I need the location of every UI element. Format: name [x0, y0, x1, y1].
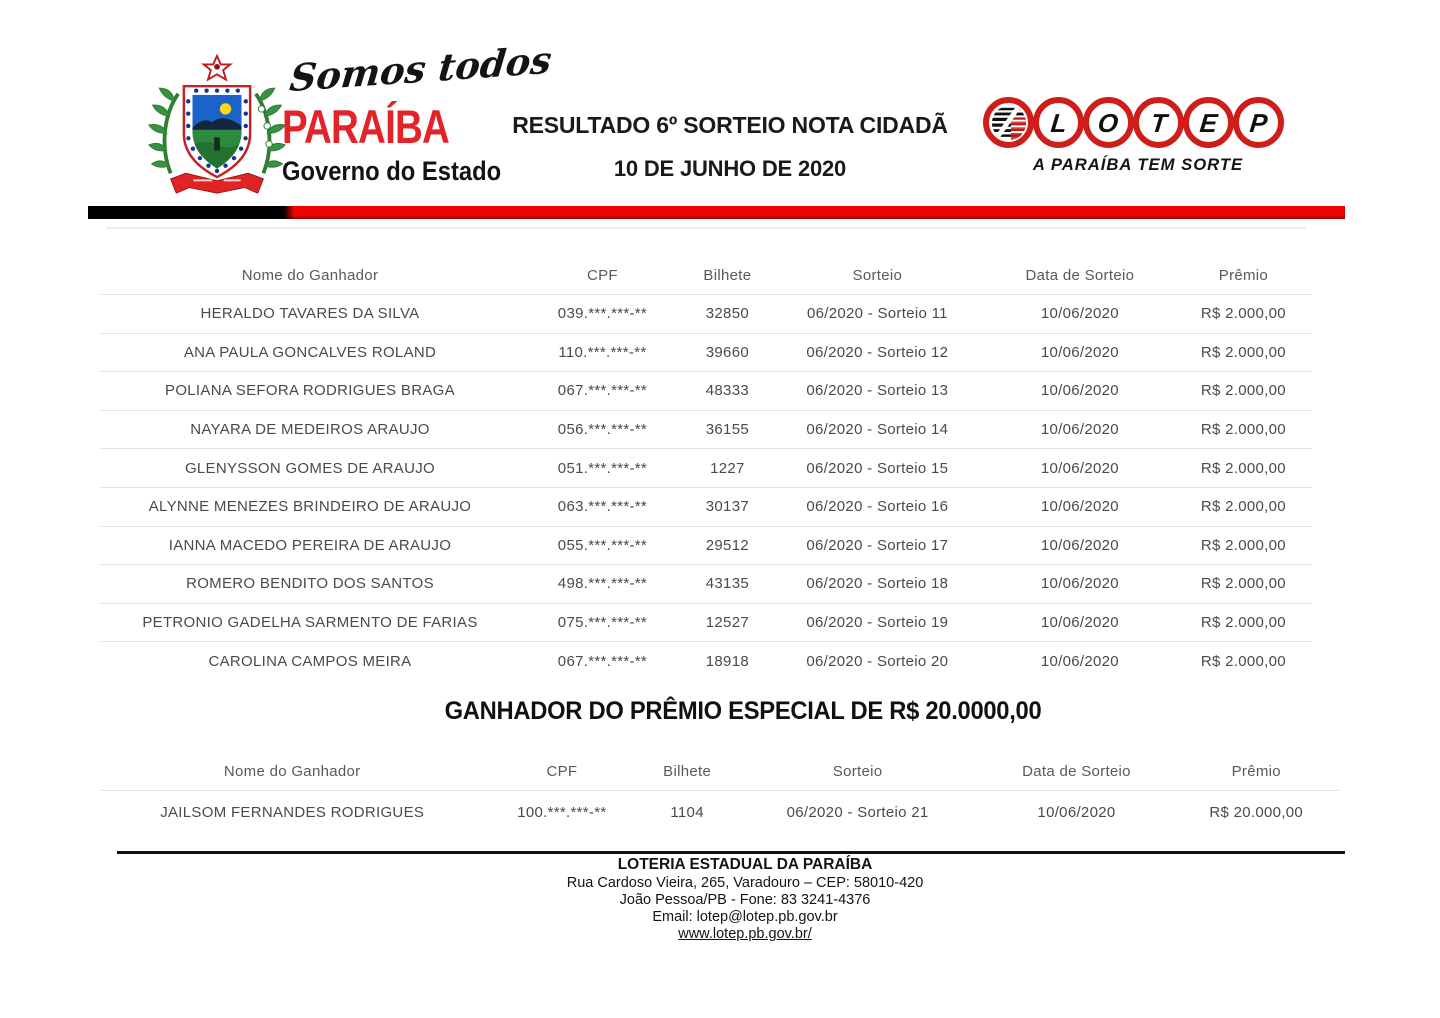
- table-cell: 10/06/2020: [1040, 459, 1119, 477]
- table-cell: 10/06/2020: [1040, 343, 1119, 361]
- table-cell: 06/2020 - Sorteio 19: [806, 614, 949, 632]
- table-row: [100, 448, 1312, 487]
- table-cell: HERALDO TAVARES DA SILVA: [200, 305, 420, 323]
- column-header: Data de Sorteio: [1025, 266, 1135, 284]
- lotep-tagline: A PARAÍBA TEM SORTE: [1032, 155, 1244, 174]
- table-cell: GLENYSSON GOMES DE ARAUJO: [184, 459, 435, 477]
- table-cell: ANA PAULA GONCALVES ROLAND: [183, 343, 437, 361]
- table-row: [100, 603, 1312, 642]
- table-cell: 063.***.***-**: [557, 498, 648, 516]
- table-cell: 43135: [705, 575, 749, 593]
- footer-divider: [117, 851, 1345, 854]
- table-cell: 10/06/2020: [1040, 536, 1119, 554]
- lotep-letter-circle: [1183, 97, 1234, 148]
- special-winner-table: [100, 753, 1340, 833]
- table-cell: 1227: [710, 459, 745, 477]
- table-cell: R$ 2.000,00: [1200, 614, 1286, 632]
- table-cell: 10/06/2020: [1040, 421, 1119, 439]
- table-cell: 06/2020 - Sorteio 20: [806, 652, 949, 670]
- lotep-letter: P: [1248, 107, 1269, 138]
- table-cell: NAYARA DE MEDEIROS ARAUJO: [190, 421, 430, 439]
- table-cell: R$ 2.000,00: [1200, 498, 1286, 516]
- table-cell: 1104: [670, 803, 704, 821]
- table-cell: 100.***.***-**: [517, 803, 607, 821]
- page-title: [420, 112, 1040, 182]
- table-cell: 29512: [705, 536, 749, 554]
- table-cell: 067.***.***-**: [557, 382, 648, 400]
- column-header: Bilhete: [663, 763, 712, 780]
- table-cell: 06/2020 - Sorteio 12: [806, 343, 949, 361]
- divider-subline: [106, 227, 1306, 229]
- lotep-letter-circle: [1083, 97, 1134, 148]
- table-cell: 498.***.***-**: [557, 575, 648, 593]
- column-header: CPF: [586, 266, 618, 284]
- table-cell: ALYNNE MENEZES BRINDEIRO DE ARAUJO: [148, 498, 472, 516]
- table-cell: 06/2020 - Sorteio 13: [806, 382, 949, 400]
- lotep-letter-circle: [1033, 97, 1084, 148]
- table-row: [100, 791, 1340, 833]
- table-header-row: [100, 753, 1340, 791]
- lotep-letter: O: [1096, 107, 1121, 138]
- brand-state-name: PARAÍBA: [282, 100, 449, 153]
- table-cell: ROMERO BENDITO DOS SANTOS: [186, 575, 434, 593]
- table-cell: 06/2020 - Sorteio 14: [806, 421, 949, 439]
- table-row: [100, 410, 1312, 449]
- table-cell: 18918: [705, 652, 749, 670]
- table-cell: 06/2020 - Sorteio 17: [806, 536, 949, 554]
- table-cell: 10/06/2020: [1040, 305, 1119, 323]
- footer-org-name: LOTERIA ESTADUAL DA PARAÍBA: [617, 856, 873, 873]
- table-cell: 06/2020 - Sorteio 16: [806, 498, 949, 516]
- table-cell: 10/06/2020: [1040, 382, 1119, 400]
- table-cell: R$ 2.000,00: [1200, 421, 1286, 439]
- winners-table: [100, 256, 1312, 680]
- column-header: Data de Sorteio: [1022, 763, 1131, 780]
- table-cell: R$ 2.000,00: [1200, 575, 1286, 593]
- table-cell: 10/06/2020: [1040, 575, 1119, 593]
- star-icon: [204, 56, 231, 80]
- table-cell: 10/06/2020: [1040, 498, 1119, 516]
- table-cell: 30137: [705, 498, 749, 516]
- table-cell: 039.***.***-**: [557, 305, 648, 323]
- table-cell: 39660: [705, 343, 749, 361]
- table-cell: 056.***.***-**: [557, 421, 648, 439]
- table-row: [100, 487, 1312, 526]
- table-cell: 055.***.***-**: [557, 536, 648, 554]
- paraiba-coat-of-arms-icon: [146, 54, 288, 196]
- footer-email: Email: lotep@lotep.pb.gov.br: [652, 909, 838, 925]
- column-header: Prêmio: [1231, 763, 1281, 780]
- table-cell: IANNA MACEDO PEREIRA DE ARAUJO: [168, 536, 452, 554]
- lotep-ball-icon: [983, 97, 1034, 148]
- table-cell: 110.***.***-**: [558, 343, 647, 361]
- footer-address: Rua Cardoso Vieira, 265, Varadouro – CEP: 58010-420: [566, 875, 924, 891]
- table-cell: CAROLINA CAMPOS MEIRA: [208, 652, 412, 670]
- lotep-letter-circle: [1233, 97, 1284, 148]
- table-cell: 12527: [705, 614, 749, 632]
- table-cell: 06/2020 - Sorteio 11: [806, 305, 948, 323]
- brand-script-text: Somos todos: [287, 37, 554, 101]
- lotep-letter: E: [1198, 107, 1219, 138]
- table-row: [100, 371, 1312, 410]
- table-cell: R$ 2.000,00: [1200, 382, 1286, 400]
- table-cell: R$ 20.000,00: [1209, 803, 1304, 821]
- table-cell: 051.***.***-**: [557, 459, 648, 477]
- footer-city-phone: João Pessoa/PB - Fone: 83 3241-4376: [619, 892, 871, 908]
- table-row: [100, 526, 1312, 565]
- lotep-logo: [984, 97, 1292, 175]
- table-cell: 06/2020 - Sorteio 18: [806, 575, 949, 593]
- table-cell: 10/06/2020: [1040, 652, 1119, 670]
- lotep-letter: L: [1048, 107, 1069, 138]
- table-cell: 06/2020 - Sorteio 21: [786, 803, 929, 821]
- table-row: [100, 641, 1312, 680]
- table-cell: 067.***.***-**: [557, 652, 648, 670]
- table-cell: 10/06/2020: [1040, 614, 1119, 632]
- table-cell: 48333: [705, 382, 749, 400]
- table-cell: PETRONIO GADELHA SARMENTO DE FARIAS: [142, 614, 478, 632]
- column-header: CPF: [546, 763, 578, 780]
- special-prize-heading: GANHADOR DO PRÊMIO ESPECIAL DE R$ 20.0000,00: [444, 697, 1042, 725]
- table-cell: 06/2020 - Sorteio 15: [806, 459, 949, 477]
- table-cell: JAILSOM FERNANDES RODRIGUES: [160, 803, 425, 821]
- footer: [125, 857, 1365, 942]
- table-cell: 32850: [705, 305, 749, 323]
- table-cell: R$ 2.000,00: [1200, 343, 1286, 361]
- divider-bar: [88, 206, 1345, 219]
- column-header: Sorteio: [852, 266, 903, 284]
- table-cell: R$ 2.000,00: [1200, 652, 1286, 670]
- table-cell: R$ 2.000,00: [1200, 536, 1286, 554]
- lotep-letter-circle: [1133, 97, 1184, 148]
- table-row: [100, 333, 1312, 372]
- column-header: Bilhete: [703, 266, 752, 284]
- table-row: [100, 564, 1312, 603]
- brand-government-text: Governo do Estado: [282, 156, 502, 187]
- table-cell: R$ 2.000,00: [1200, 305, 1286, 323]
- column-header: Prêmio: [1218, 266, 1269, 284]
- table-cell: 36155: [705, 421, 749, 439]
- title-line1: RESULTADO 6º SORTEIO NOTA CIDADÃ: [512, 112, 948, 138]
- table-cell: R$ 2.000,00: [1200, 459, 1286, 477]
- title-line2: 10 DE JUNHO DE 2020: [613, 156, 847, 181]
- table-cell: 075.***.***-**: [557, 614, 648, 632]
- table-cell: 10/06/2020: [1037, 803, 1116, 821]
- table-row: [100, 294, 1312, 333]
- column-header: Nome do Ganhador: [241, 266, 379, 284]
- table-header-row: [100, 256, 1312, 294]
- footer-website-link[interactable]: www.lotep.pb.gov.br/: [678, 926, 812, 942]
- column-header: Nome do Ganhador: [223, 763, 361, 780]
- table-cell: POLIANA SEFORA RODRIGUES BRAGA: [165, 382, 455, 400]
- column-header: Sorteio: [832, 763, 883, 780]
- lotep-letter: T: [1148, 107, 1169, 138]
